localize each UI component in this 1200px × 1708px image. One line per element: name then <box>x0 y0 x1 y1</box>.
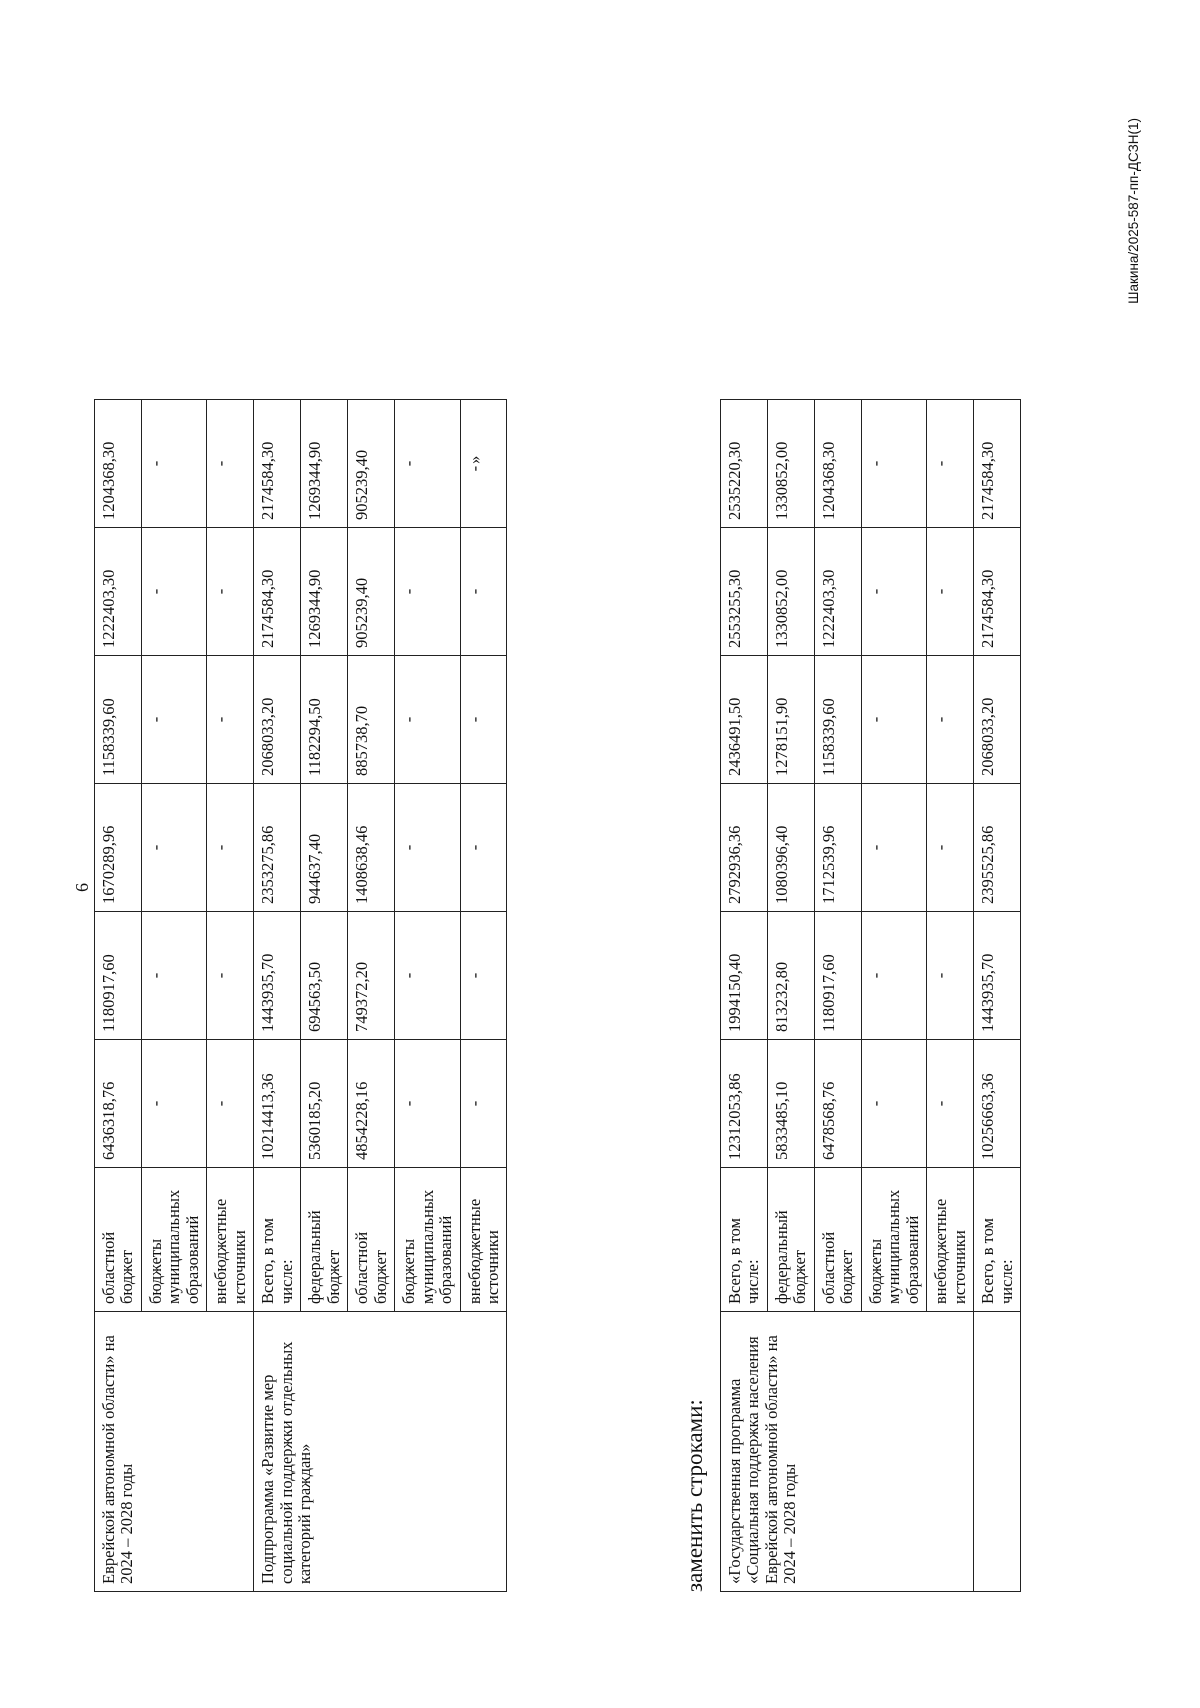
amount-cell: 2792936,36 <box>721 784 768 912</box>
amount-cell: - <box>141 912 206 1040</box>
amount-cell: 2068033,20 <box>254 656 301 784</box>
amount-cell: - <box>927 400 974 528</box>
amount-cell: - <box>395 1040 460 1168</box>
amount-cell: - <box>395 400 460 528</box>
amount-cell: 749372,20 <box>348 912 395 1040</box>
funding-source-cell: бюджеты муниципальных образований <box>861 1168 926 1312</box>
amount-cell: 813232,80 <box>767 912 814 1040</box>
table-row <box>974 400 1021 1592</box>
amount-cell: 12312053,86 <box>721 1040 768 1168</box>
amount-cell: 2174584,30 <box>974 528 1021 656</box>
amount-value: - <box>464 465 484 472</box>
amount-cell: - <box>460 1040 507 1168</box>
amount-cell: - <box>861 784 926 912</box>
amount-cell: 2436491,50 <box>721 656 768 784</box>
amount-cell: 1158339,60 <box>95 656 142 784</box>
funding-table-top-body <box>95 400 507 1592</box>
amount-cell: 2068033,20 <box>974 656 1021 784</box>
amount-cell: - <box>141 400 206 528</box>
replace-heading: заменить строками: <box>682 1399 707 1592</box>
funding-source-cell: федеральный бюджет <box>767 1168 814 1312</box>
amount-cell: 944637,40 <box>301 784 348 912</box>
funding-source-cell: федеральный бюджет <box>301 1168 348 1312</box>
funding-source-cell: Всего, в том числе: <box>721 1168 768 1312</box>
amount-cell: 1278151,90 <box>767 656 814 784</box>
amount-cell: - <box>207 656 254 784</box>
amount-cell: 694563,50 <box>301 912 348 1040</box>
amount-cell: - <box>927 656 974 784</box>
amount-cell: - <box>927 784 974 912</box>
amount-cell: - <box>207 1040 254 1168</box>
amount-cell: - <box>141 1040 206 1168</box>
amount-cell: 1269344,90 <box>301 400 348 528</box>
amount-cell: 5833485,10 <box>767 1040 814 1168</box>
amount-cell: - <box>207 528 254 656</box>
amount-cell: 1994150,40 <box>721 912 768 1040</box>
amount-cell: - <box>395 784 460 912</box>
amount-cell: 2353275,86 <box>254 784 301 912</box>
amount-cell: - <box>861 1040 926 1168</box>
amount-cell: - <box>861 528 926 656</box>
amount-cell: - <box>207 400 254 528</box>
amount-cell: 1408638,46 <box>348 784 395 912</box>
amount-cell <box>460 400 507 528</box>
amount-cell: 1180917,60 <box>95 912 142 1040</box>
amount-cell: - <box>861 656 926 784</box>
program-name-cell: Еврейской автономной области» на 2024 – 2028 годы <box>95 1312 254 1592</box>
funding-source-cell: бюджеты муниципальных образований <box>395 1168 460 1312</box>
amount-cell: - <box>861 400 926 528</box>
page-number: 6 <box>72 882 92 892</box>
amount-cell: 1158339,60 <box>814 656 861 784</box>
amount-cell: - <box>861 912 926 1040</box>
amount-cell: 1182294,50 <box>301 656 348 784</box>
amount-cell: 10256663,36 <box>974 1040 1021 1168</box>
amount-cell: - <box>927 1040 974 1168</box>
program-name-cell: «Государственная программа «Социальная поддержка населения Еврейской автономной области» на 2024 – 2028 годы <box>721 1312 974 1592</box>
funding-source-cell: внебюджетные источники <box>207 1168 254 1312</box>
closing-quote: » <box>464 455 484 464</box>
amount-cell: - <box>141 528 206 656</box>
amount-cell: - <box>395 912 460 1040</box>
amount-cell: 6436318,76 <box>95 1040 142 1168</box>
amount-cell: 885738,70 <box>348 656 395 784</box>
table-row <box>254 400 301 1592</box>
amount-cell: 1712539,96 <box>814 784 861 912</box>
amount-cell: - <box>141 784 206 912</box>
program-name-cell <box>974 1312 1021 1592</box>
amount-cell: 1204368,30 <box>95 400 142 528</box>
amount-cell: 2174584,30 <box>254 528 301 656</box>
amount-cell: 2395525,86 <box>974 784 1021 912</box>
amount-cell: - <box>395 528 460 656</box>
funding-table-top <box>94 399 507 1592</box>
amount-cell: 1222403,30 <box>814 528 861 656</box>
amount-cell: - <box>927 912 974 1040</box>
amount-cell: - <box>395 656 460 784</box>
amount-cell: 905239,40 <box>348 400 395 528</box>
funding-source-cell: Всего, в том числе: <box>974 1168 1021 1312</box>
funding-source-cell: бюджеты муниципальных образований <box>141 1168 206 1312</box>
funding-source-cell: внебюджетные источники <box>927 1168 974 1312</box>
amount-cell: - <box>927 528 974 656</box>
table-row <box>95 400 142 1592</box>
funding-source-cell: областной бюджет <box>95 1168 142 1312</box>
amount-cell: 2553255,30 <box>721 528 768 656</box>
amount-cell: - <box>460 784 507 912</box>
amount-cell: 1443935,70 <box>974 912 1021 1040</box>
amount-cell: - <box>460 656 507 784</box>
amount-cell: 2535220,30 <box>721 400 768 528</box>
amount-cell: 1204368,30 <box>814 400 861 528</box>
funding-source-cell: областной бюджет <box>814 1168 861 1312</box>
amount-cell: 1180917,60 <box>814 912 861 1040</box>
funding-table-bottom-body <box>721 400 1021 1592</box>
amount-cell: 1080396,40 <box>767 784 814 912</box>
funding-source-cell: внебюджетные источники <box>460 1168 507 1312</box>
amount-cell: 1670289,96 <box>95 784 142 912</box>
program-name-cell: Подпрограмма «Развитие мер социальной поддержки отдельных категорий граждан» <box>254 1312 507 1592</box>
funding-source-cell: областной бюджет <box>348 1168 395 1312</box>
table-row <box>721 400 768 1592</box>
amount-cell: - <box>207 912 254 1040</box>
amount-cell: 10214413,36 <box>254 1040 301 1168</box>
amount-cell: - <box>207 784 254 912</box>
amount-cell: 905239,40 <box>348 528 395 656</box>
footer-document-code: Шакина/2025-587-пп-ДСЗН(1) <box>1126 118 1141 304</box>
amount-cell: 2174584,30 <box>974 400 1021 528</box>
amount-cell: - <box>141 656 206 784</box>
amount-cell: 1330852,00 <box>767 528 814 656</box>
amount-cell: 5360185,20 <box>301 1040 348 1168</box>
amount-cell: 6478568,76 <box>814 1040 861 1168</box>
funding-table-bottom <box>720 399 1021 1592</box>
amount-cell: 1330852,00 <box>767 400 814 528</box>
amount-cell: 1443935,70 <box>254 912 301 1040</box>
amount-cell: 2174584,30 <box>254 400 301 528</box>
amount-cell: 1269344,90 <box>301 528 348 656</box>
amount-cell: 4854228,16 <box>348 1040 395 1168</box>
amount-cell: - <box>460 912 507 1040</box>
amount-cell: 1222403,30 <box>95 528 142 656</box>
funding-source-cell: Всего, в том числе: <box>254 1168 301 1312</box>
amount-cell: - <box>460 528 507 656</box>
